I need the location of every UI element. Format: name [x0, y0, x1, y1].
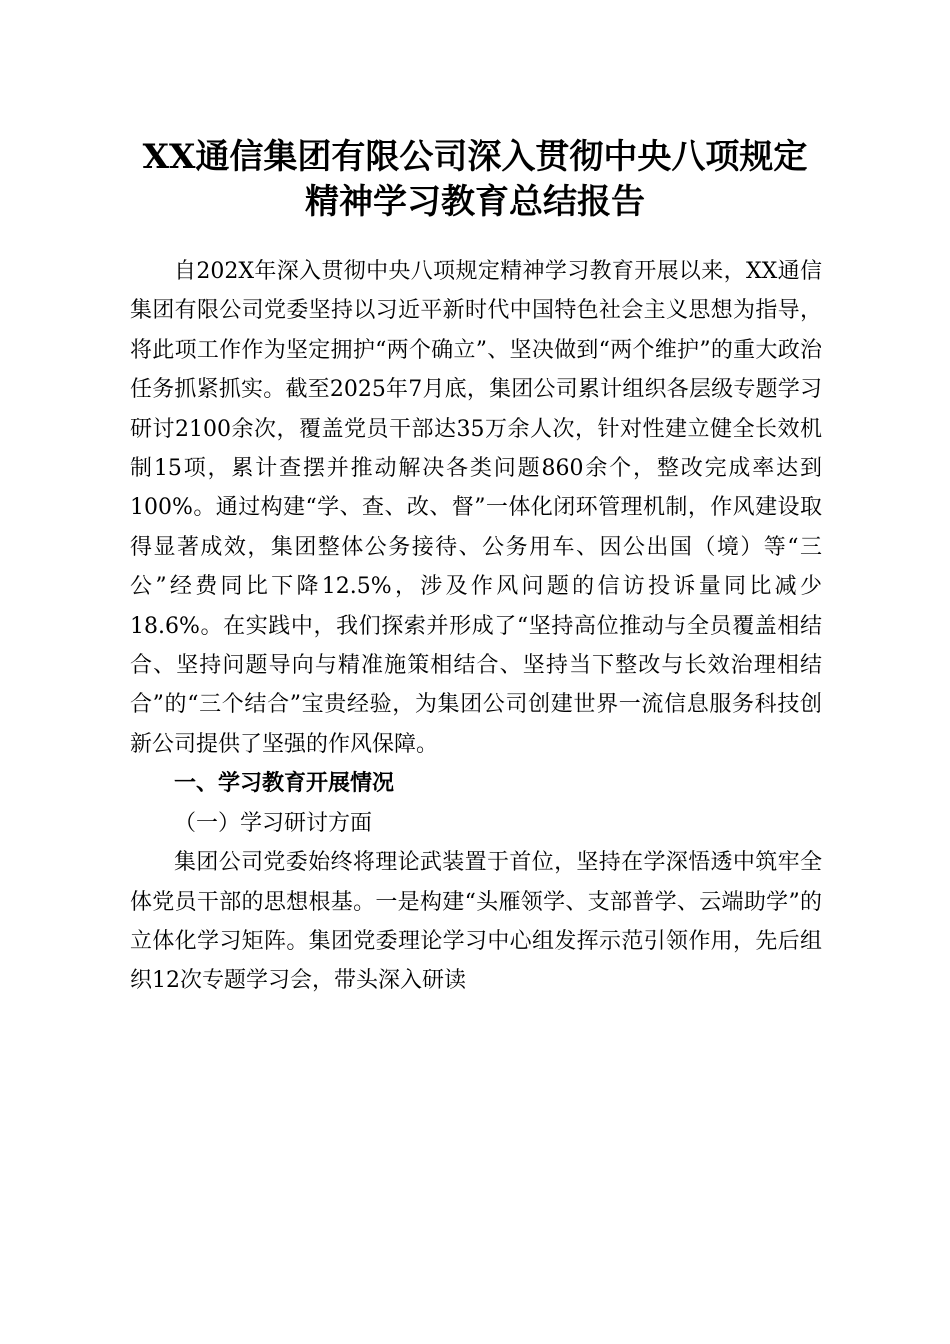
- section-heading-1: 一、学习教育开展情况: [174, 771, 395, 797]
- title-line-2: 精神学习教育总结报告: [305, 182, 645, 222]
- study-paragraph: 集团公司党委始终将理论武装置于首位，坚持在学深悟透中筑牢全体党员干部的思想根基。一是构建“头雁领学、支部普学、云端助学”的立体化学习矩阵。集团党委理论学习中心组发挥示范引领作用，先后组织12次专题学习会，带头深入研读: [130, 850, 822, 994]
- document-body: [130, 252, 822, 1001]
- subsection-heading-1: （一）学习研讨方面: [174, 810, 373, 836]
- document-title: [100, 135, 850, 225]
- intro-paragraph: 自202X年深入贯彻中央八项规定精神学习教育开展以来，XX通信集团有限公司党委坚持以习近平新时代中国特色社会主义思想为指导，将此项工作作为坚定拥护“两个确立”、坚决做到“两个维护”的重大政治任务抓紧抓实。截至2025年7月底，集团公司累计组织各层级专题学习研讨2100余次，覆盖党员干部达35万余人次，针对性建立健全长效机制15项，累计查摆并推动解决各类问题860余个，整改完成率达到100%。通过构建“学、查、改、督”一体化闭环管理机制，作风建设取得显著成效，集团整体公务接待、公务用车、因公出国（境）等“三公”经费同比下降12.5%，涉及作风问题的信访投诉量同比减少18.6%。在实践中，我们探索并形成了“坚持高位推动与全员覆盖相结合、坚持问题导向与精准施策相结合、坚持当下整改与长效治理相结合”的“三个结合”宝贵经验，为集团公司创建世界一流信息服务科技创新公司提供了坚强的作风保障。: [130, 259, 822, 757]
- title-line-1: XX通信集团有限公司深入贯彻中央八项规定: [142, 137, 808, 177]
